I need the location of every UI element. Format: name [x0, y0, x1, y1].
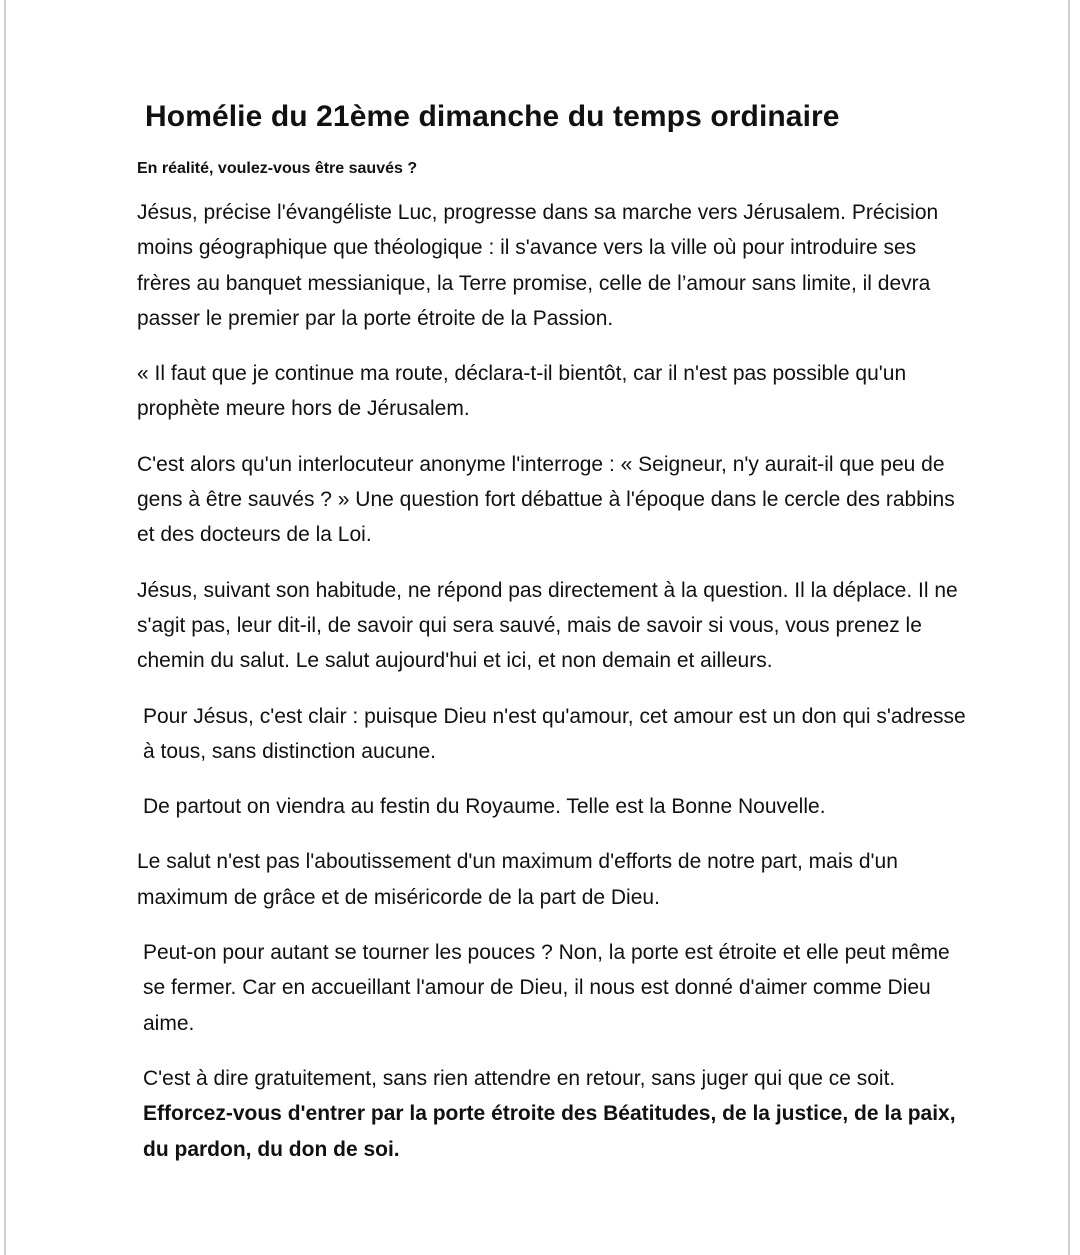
document-page — [4, 0, 1070, 1255]
paragraph: Le salut n'est pas l'aboutissement d'un maximum d'efforts de notre part, mais d'un maximum de grâce et de miséricorde de la part de Dieu. — [137, 850, 898, 909]
document-body — [137, 96, 967, 1167]
closing-text: C'est à dire gratuitement, sans rien attendre en retour, sans juger qui que ce soit. — [143, 1066, 896, 1090]
document-title: Homélie du 21ème dimanche du temps ordinaire — [145, 100, 840, 133]
paragraph: Jésus, suivant son habitude, ne répond pas directement à la question. Il la déplace. Il ne s'agit pas, leur dit-il, de savoir qui sera sauvé, mais de savoir si vous, vous prenez le chemin du salut. Le salut aujourd'hui et ici, et non demain et ailleurs. — [137, 578, 958, 673]
document-subtitle: En réalité, voulez-vous être sauvés ? — [137, 160, 418, 177]
paragraph: Jésus, précise l'évangéliste Luc, progresse dans sa marche vers Jérusalem. Précision moins géographique que théologique : il s'avance vers la ville où pour introduire ses frères au banquet messianique, la Terre promise, celle de l’amour sans limite, il devra passer le premier par la porte étroite de la Passion. — [137, 201, 939, 330]
closing-emphasis: Efforcez-vous d'entrer par la porte étroite des Béatitudes, de la justice, de la paix, du pardon, du don de soi. — [143, 1102, 956, 1161]
paragraph: Pour Jésus, c'est clair : puisque Dieu n'est qu'amour, cet amour est un don qui s'adresse à tous, sans distinction aucune. — [143, 704, 966, 763]
paragraph: « Il faut que je continue ma route, déclara-t-il bientôt, car il n'est pas possible qu'un prophète meure hors de Jérusalem. — [137, 362, 907, 421]
closing-paragraph — [137, 1061, 967, 1167]
paragraph: C'est alors qu'un interlocuteur anonyme l'interroge : « Seigneur, n'y aurait-il que peu de gens à être sauvés ? » Une question fort débattue à l'époque dans le cercle des rabbins et des docteurs de la Loi. — [137, 452, 955, 547]
paragraph: De partout on viendra au festin du Royaume. Telle est la Bonne Nouvelle. — [143, 795, 826, 819]
paragraph: Peut-on pour autant se tourner les pouces ? Non, la porte est étroite et elle peut même se fermer. Car en accueillant l'amour de Dieu, il nous est donné d'aimer comme Dieu aime. — [143, 941, 950, 1035]
